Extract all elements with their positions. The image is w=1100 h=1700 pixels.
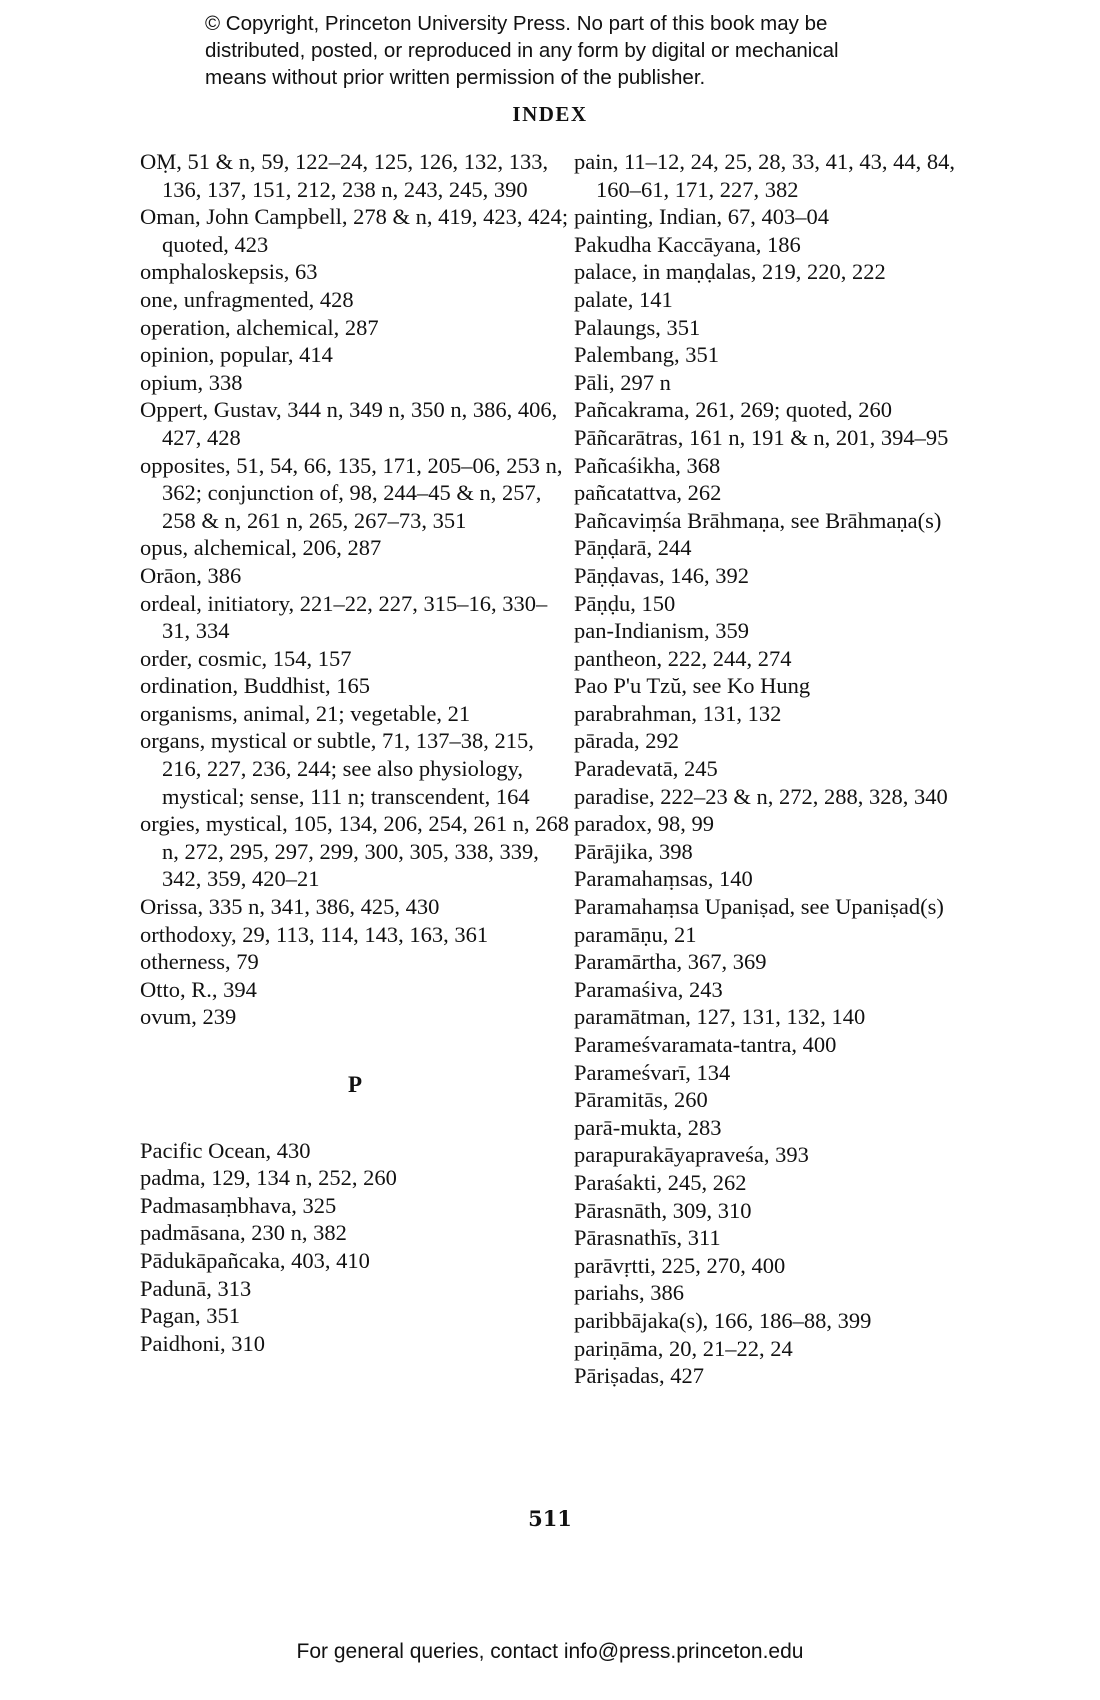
- index-entry: paribbājaka(s), 166, 186–88, 399: [574, 1307, 872, 1333]
- copyright-line: © Copyright, Princeton University Press. No part of this book may be: [205, 12, 828, 35]
- index-entry: Pañcaśikha, 368: [574, 452, 721, 478]
- index-entry: orthodoxy, 29, 113, 114, 143, 163, 361: [140, 921, 489, 947]
- index-entry: opus, alchemical, 206, 287: [140, 535, 382, 561]
- copyright-notice: [205, 10, 965, 91]
- index-entry: Oman, John Campbell, 278 & n, 419, 423, 424; quoted, 423: [140, 204, 574, 257]
- index-entry: otherness, 79: [140, 949, 259, 975]
- index-entry: Pāṇḍavas, 146, 392: [574, 562, 749, 588]
- index-entry: paradox, 98, 99: [574, 811, 714, 837]
- index-entries-p: [140, 1137, 570, 1358]
- index-entry: Padunā, 313: [140, 1275, 252, 1301]
- index-entry: Pañcakrama, 261, 269; quoted, 260: [574, 397, 893, 423]
- index-entry: Oppert, Gustav, 344 n, 349 n, 350 n, 386, 406, 427, 428: [140, 397, 563, 450]
- index-entry: Parameśvarī, 134: [574, 1059, 731, 1085]
- index-entry: pariahs, 386: [574, 1280, 684, 1306]
- index-entry: organisms, animal, 21; vegetable, 21: [140, 700, 471, 726]
- index-entry: pantheon, 222, 244, 274: [574, 645, 792, 671]
- index-entry: pañcatattva, 262: [574, 480, 722, 506]
- index-entry: parā-mukta, 283: [574, 1114, 722, 1140]
- index-entry: Pārasnāth, 309, 310: [574, 1197, 752, 1223]
- index-entry: Pāṇḍu, 150: [574, 590, 676, 616]
- index-column-left: [140, 148, 575, 1357]
- index-entry: Pao P'u Tzŭ, see Ko Hung: [574, 673, 811, 699]
- index-entry: Paraśakti, 245, 262: [574, 1169, 747, 1195]
- index-entry: Parameśvaramata-tantra, 400: [574, 1032, 837, 1057]
- index-entry: one, unfragmented, 428: [140, 286, 354, 312]
- index-entries-p-continued: [574, 148, 994, 1390]
- index-entry: opium, 338: [140, 369, 243, 395]
- index-entry: opposites, 51, 54, 66, 135, 171, 205–06, 253 n, 362; conjunction of, 98, 244–45 & n, 257, 258 & n, 261 n, 265, 267–73, 351: [140, 452, 569, 533]
- index-entry: pain, 11–12, 24, 25, 28, 33, 41, 43, 44, 84, 160–61, 171, 227, 382: [574, 149, 961, 202]
- index-entry: orgies, mystical, 105, 134, 206, 254, 261 n, 268 n, 272, 295, 297, 299, 300, 305, 338, 339, 342, 359, 420–21: [140, 811, 575, 892]
- index-entry: ordeal, initiatory, 221–22, 227, 315–16, 330–31, 334: [140, 590, 548, 644]
- index-entry: Palembang, 351: [574, 342, 719, 368]
- index-entry: pariṇāma, 20, 21–22, 24: [574, 1335, 793, 1361]
- index-entry: paramāṇu, 21: [574, 921, 697, 947]
- index-entry: pārada, 292: [574, 728, 679, 754]
- index-entry: Pārājika, 398: [574, 838, 693, 864]
- index-entry: paramātman, 127, 131, 132, 140: [574, 1004, 866, 1030]
- index-entry: omphaloskepsis, 63: [140, 259, 318, 285]
- index-entry: Pagan, 351: [140, 1303, 240, 1329]
- index-entry: Pārasnathīs, 311: [574, 1225, 721, 1251]
- page-number: 511: [528, 1506, 572, 1531]
- index-entry: Paidhoni, 310: [140, 1330, 266, 1356]
- copyright-line: means without prior written permission of the publisher.: [205, 66, 706, 89]
- index-entry: Padmasaṃbhava, 325: [140, 1192, 337, 1218]
- index-entry: Pañcaviṃśa Brāhmaṇa, see Brāhmaṇa(s): [574, 507, 942, 533]
- index-entry: Palaungs, 351: [574, 314, 701, 340]
- index-entry: Pāramitās, 260: [574, 1087, 708, 1113]
- index-entry: ovum, 239: [140, 1004, 237, 1030]
- index-entry: paradise, 222–23 & n, 272, 288, 328, 340: [574, 783, 948, 809]
- index-entries-o: [140, 148, 575, 1031]
- section-letter-heading: P: [347, 1072, 363, 1097]
- index-entry: order, cosmic, 154, 157: [140, 645, 352, 671]
- index-entry: Paramārtha, 367, 369: [574, 949, 767, 975]
- index-entry: Paramahaṃsa Upaniṣad, see Upaniṣad(s): [574, 894, 944, 920]
- index-entry: Pāriṣadas, 427: [574, 1363, 704, 1389]
- index-entry: ordination, Buddhist, 165: [140, 673, 370, 699]
- index-entry: padmāsana, 230 n, 382: [140, 1220, 347, 1246]
- index-entry: Pāli, 297 n: [574, 369, 671, 395]
- page-title: INDEX: [512, 102, 588, 126]
- copyright-line: distributed, posted, or reproduced in any form by digital or mechanical: [205, 39, 839, 62]
- index-entry: pan-Indianism, 359: [574, 618, 749, 644]
- index-entry: palate, 141: [574, 286, 673, 312]
- index-entry: Otto, R., 394: [140, 976, 257, 1002]
- index-entry: palace, in maṇḍalas, 219, 220, 222: [574, 259, 886, 285]
- index-column-right: [574, 148, 994, 1390]
- index-entry: Pāṇḍarā, 244: [574, 535, 692, 561]
- index-entry: OṂ, 51 & n, 59, 122–24, 125, 126, 132, 133, 136, 137, 151, 212, 238 n, 243, 245, 390: [140, 149, 554, 202]
- index-entry: Orissa, 335 n, 341, 386, 425, 430: [140, 894, 440, 920]
- index-entry: Pādukāpañcaka, 403, 410: [140, 1247, 370, 1273]
- index-entry: Pakudha Kaccāyana, 186: [574, 231, 801, 257]
- index-entry: parapurakāyapraveśa, 393: [574, 1142, 809, 1168]
- index-entry: Pāñcarātras, 161 n, 191 & n, 201, 394–95: [574, 424, 949, 450]
- index-entry: parabrahman, 131, 132: [574, 700, 782, 726]
- index-entry: painting, Indian, 67, 403–04: [574, 204, 829, 230]
- footer-contact: For general queries, contact info@press.princeton.edu: [296, 1640, 804, 1663]
- index-entry: Orāon, 386: [140, 562, 242, 588]
- index-entry: parāvṛtti, 225, 270, 400: [574, 1252, 786, 1278]
- index-entry: Paradevatā, 245: [574, 756, 718, 782]
- index-entry: operation, alchemical, 287: [140, 314, 379, 340]
- index-entry: opinion, popular, 414: [140, 342, 333, 368]
- index-entry: Paramahaṃsas, 140: [574, 866, 753, 892]
- index-entry: Paramaśiva, 243: [574, 976, 723, 1002]
- index-entry: padma, 129, 134 n, 252, 260: [140, 1165, 397, 1191]
- index-entry: Pacific Ocean, 430: [140, 1137, 311, 1163]
- index-entry: organs, mystical or subtle, 71, 137–38, 215, 216, 227, 236, 244; see also physiology, mystical; sense, 111 n; transcendent, 164: [140, 728, 540, 809]
